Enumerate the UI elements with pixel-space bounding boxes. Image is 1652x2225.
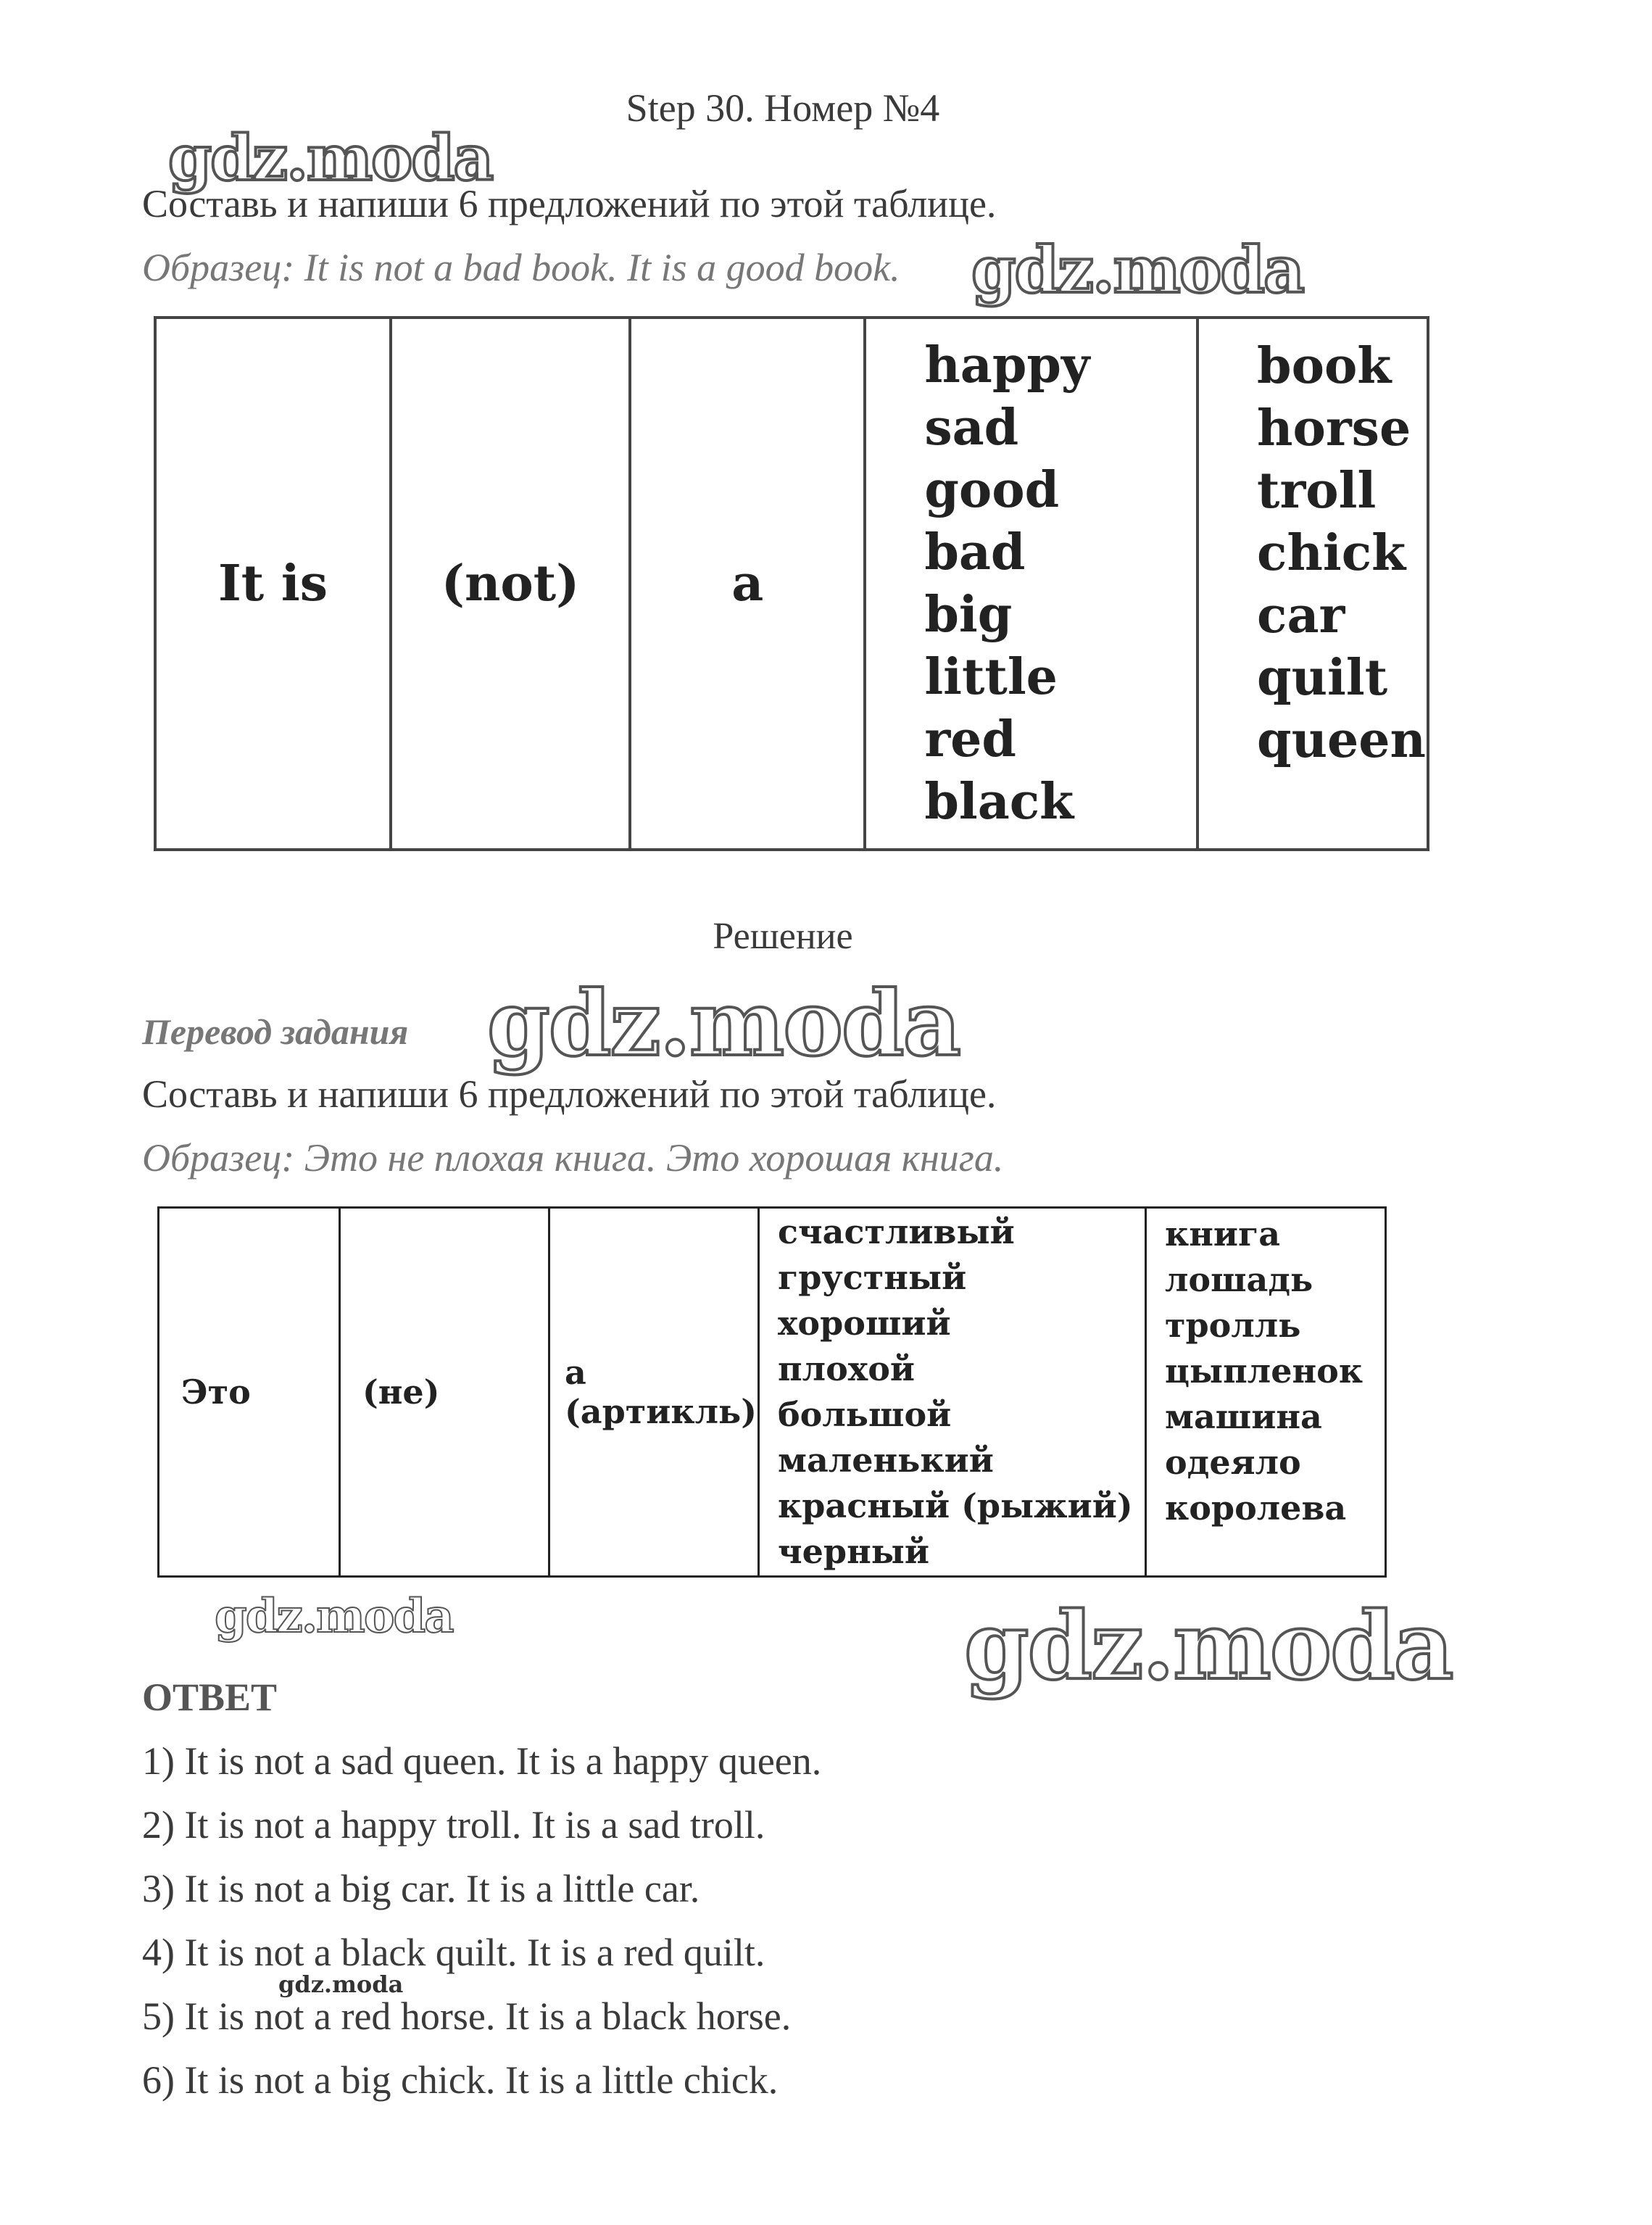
answer-line: 2) It is not a happy troll. It is a sad troll. [142,1803,765,1847]
word-table-russian [157,1206,1387,1578]
watermark-logo: gdz.moda [971,232,1304,307]
article-label: a [565,1353,586,1392]
list-item: королева [1165,1488,1347,1528]
table-cell-not: (not) [391,318,630,850]
list-item: машина [1165,1397,1322,1436]
watermark-logo: gdz.moda [168,122,493,195]
list-item: book [1257,337,1392,395]
word-table-english [154,316,1429,851]
watermark-logo: gdz.moda [964,1592,1453,1701]
list-item: тролль [1165,1306,1301,1345]
table-cell-article: a [630,318,865,850]
list-item: большой [778,1395,952,1434]
answer-line: 1) It is not a sad queen. It is a happy queen. [142,1739,822,1783]
watermark-logo: gdz.moda [487,971,960,1077]
list-item: chick [1257,524,1406,582]
list-item: happy [924,336,1090,394]
list-item: little [924,648,1058,706]
adjective-list [759,1208,1146,1577]
list-item: черный [778,1532,929,1571]
watermark-logo: gdz.moda [215,1589,453,1644]
list-item: маленький [778,1441,994,1480]
list-item: troll [1257,462,1377,520]
watermark-logo: gdz.moda [278,1971,404,1998]
list-item: лошадь [1165,1260,1313,1299]
list-item: хороший [778,1304,951,1343]
answer-heading: ОТВЕТ [142,1675,278,1719]
list-item: красный (рыжий) [778,1486,1133,1525]
list-item: big [924,586,1013,644]
list-item: цыпленок [1165,1351,1363,1391]
table-cell-it-is: It is [155,318,391,850]
list-item: horse [1257,399,1411,457]
list-item: quilt [1257,649,1388,707]
list-item: black [924,773,1074,831]
list-item: red [924,710,1016,768]
noun-list [1146,1208,1386,1577]
answer-line: 6) It is not a big chick. It is a little chick. [142,2058,779,2102]
list-item: книга [1165,1214,1281,1254]
list-item: sad [924,399,1019,457]
task-sample: Образец: It is not a bad book. It is a good book. [142,246,900,289]
answer-line: 3) It is not a big car. It is a little car. [142,1867,700,1910]
list-item: плохой [778,1349,916,1388]
answer-line: 4) It is not a black quilt. It is a red quilt. [142,1931,765,1974]
translation-instruction: Составь и напиши 6 предложений по этой таблице. [142,1072,997,1116]
list-item: счастливый [778,1212,1015,1251]
table-cell-article [549,1208,759,1577]
page-title: Step 30. Номер №4 [626,86,940,130]
solution-label: Решение [713,916,853,957]
table-cell-ne: (не) [340,1208,549,1577]
list-item: грустный [778,1258,967,1297]
task-instruction: Составь и напиши 6 предложений по этой таблице. [142,182,997,225]
list-item: queen [1257,711,1426,769]
answer-line: 5) It is not a red horse. It is a black horse. [142,1994,792,2038]
list-item: одеяло [1165,1443,1301,1482]
list-item: car [1257,587,1345,645]
list-item: good [924,461,1060,519]
noun-list [1198,318,1428,850]
translation-heading: Перевод задания [142,1011,409,1052]
list-item: bad [924,523,1026,581]
translation-sample: Образец: Это не плохая книга. Это хорошая книга. [142,1136,1004,1180]
article-note: (артикль) [565,1392,757,1431]
table-cell-eto: Это [159,1208,340,1577]
adjective-list [865,318,1198,850]
